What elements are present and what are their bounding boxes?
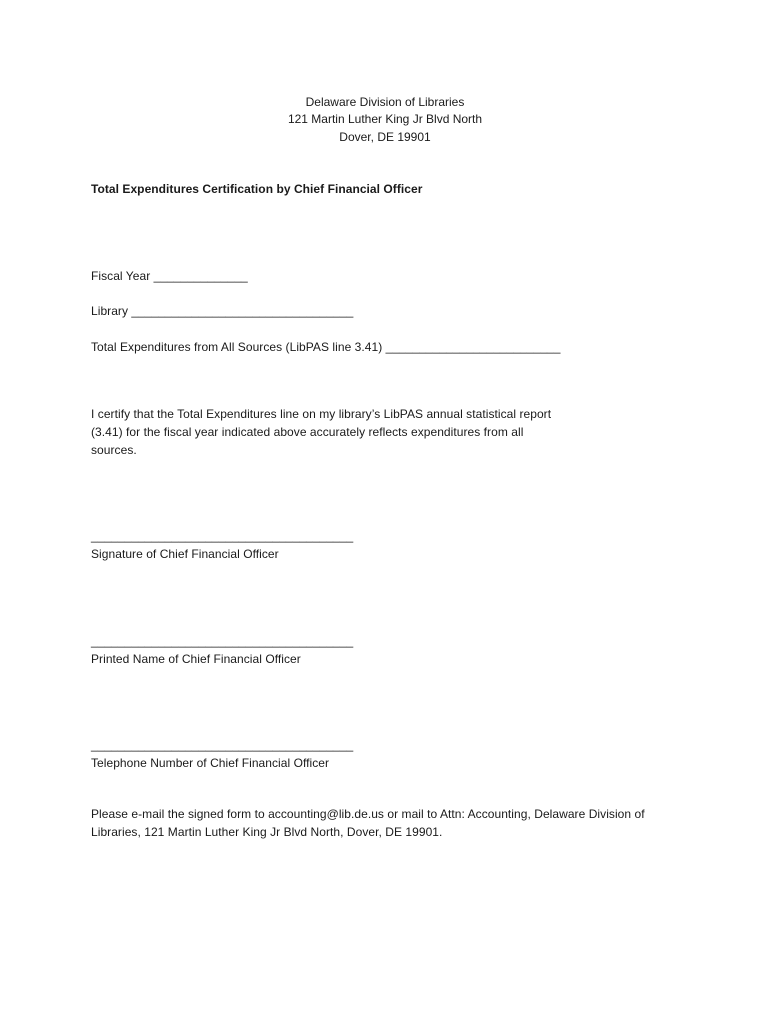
fiscal-year-field: Fiscal Year ______________ — [91, 269, 248, 283]
document-title: Total Expenditures Certification by Chief Financial Officer — [91, 182, 423, 196]
telephone-line: _______________________________________ — [91, 738, 354, 752]
certification-line-1: I certify that the Total Expenditures line on my library’s LibPAS annual statistical report — [91, 407, 552, 421]
certification-line-2: (3.41) for the fiscal year indicated above accurately reflects expenditures from all — [91, 425, 524, 439]
printed-name-label: Printed Name of Chief Financial Officer — [91, 652, 301, 666]
header-city: Dover, DE 19901 — [339, 130, 431, 144]
instructions-line-1: Please e-mail the signed form to accounting@lib.de.us or mail to Attn: Accounting, Delaware Division of — [91, 807, 645, 821]
printed-name-line: _______________________________________ — [91, 634, 354, 648]
header-org: Delaware Division of Libraries — [305, 95, 465, 109]
certification-line-3: sources. — [91, 443, 137, 457]
instructions-line-2: Libraries, 121 Martin Luther King Jr Blvd North, Dover, DE 19901. — [91, 825, 443, 839]
signature-line: _______________________________________ — [91, 529, 354, 543]
total-expenditures-field: Total Expenditures from All Sources (LibPAS line 3.41) __________________________ — [91, 340, 561, 354]
telephone-label: Telephone Number of Chief Financial Officer — [91, 756, 330, 770]
signature-label: Signature of Chief Financial Officer — [91, 547, 279, 561]
library-field: Library _________________________________ — [91, 304, 354, 318]
header-street: 121 Martin Luther King Jr Blvd North — [287, 112, 483, 126]
